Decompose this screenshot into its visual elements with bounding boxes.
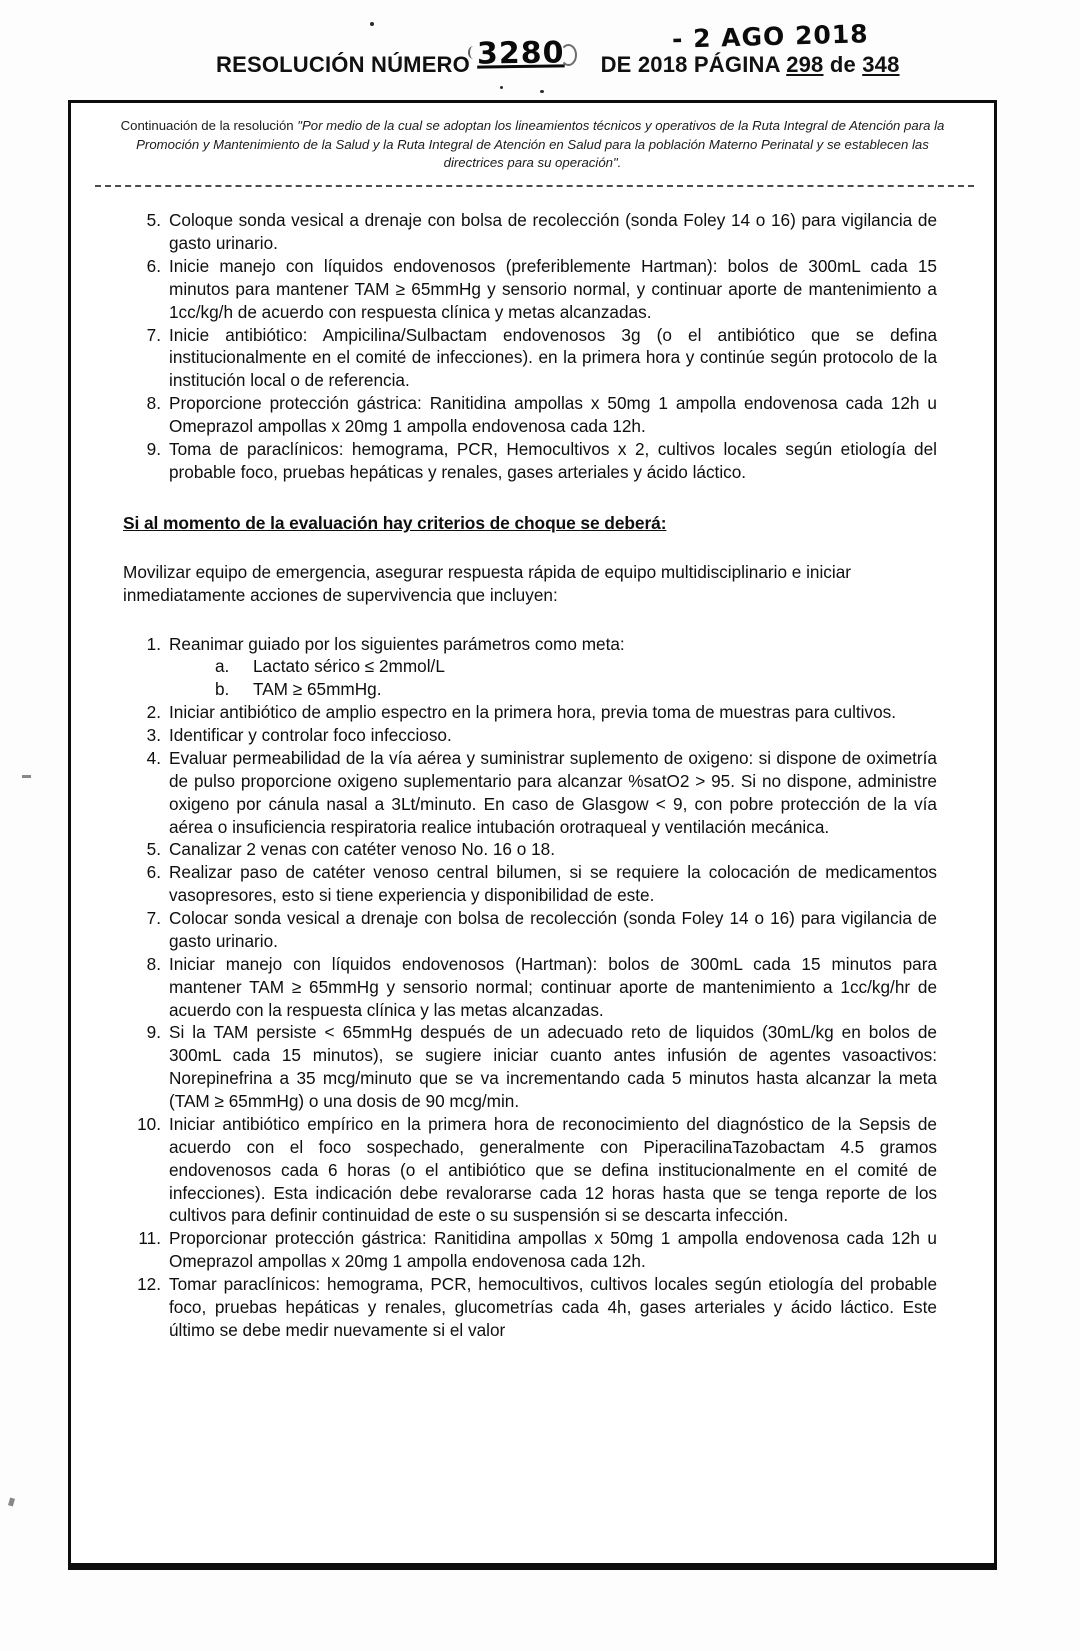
list-item [123,907,937,953]
sub-list-marker: a. [215,656,230,677]
sub-list [215,655,937,701]
sub-list-item [215,678,937,701]
list-text: Toma de paraclínicos: hemograma, PCR, Hemocultivos x 2, cultivos locales según etiología del probable foco, pruebas hepáticas y renales, gases arteriales y ácido láctico. [169,438,937,482]
list-marker: 11. [138,1228,161,1249]
list-marker: 10. [137,1113,161,1134]
list-marker: 3. [146,725,161,746]
list-marker: 6. [146,255,161,276]
list-marker: 8. [146,953,161,974]
list-text: Proporcionar protección gástrica: Ranitidina ampollas x 50mg 1 ampolla endovenosa cada 12h u Omeprazol ampollas x 20mg 1 ampolla endovenosa cada 12h. [169,1228,937,1272]
list-item [123,209,937,255]
continuation-quoted-title: "Por medio de la cual se adoptan los lineamientos técnicos y operativos de la Ruta Integral de Atención para la Promoción y Mantenimiento de la Salud y la Ruta Integral de Atención en Salud para la población Materno Perinatal y se establecen las directrices para su operación". [136,118,945,171]
stamp-smudge-right-icon [560,44,577,66]
list-item [123,838,937,861]
page-of-word: de [829,52,856,77]
top-numbered-list [123,209,937,484]
list-item [123,747,937,839]
list-text: Si la TAM persiste < 65mmHg después de un adecuado reto de liquidos (30mL/kg en bolos de 300mL cada 15 minutos), se sugiere iniciar cuanto antes infusión de agentes vasoactivos: Norepinefrina a 35 mcg/minuto que se va incrementando cada 5 minutos hasta alcanzar la meta (TAM ≥ 65mmHg) o una dosis de 90 mcg/min. [169,1022,937,1112]
list-item [123,392,937,438]
list-marker: 1. [146,633,161,654]
list-text: Inicie antibiótico: Ampicilina/Sulbactam endovenosos 3g (o el antibiótico que se defina institucionalmente en el comité de infecciones). en la primera hora y continúe según protocolo de la institución local o de referencia. [169,324,937,391]
list-text: Iniciar antibiótico de amplio espectro en la primera hora, previa toma de muestras para cultivos. [169,702,897,723]
page-total: 348 [862,52,900,77]
scan-speck [22,775,31,778]
sub-list-marker: b. [215,679,230,700]
list-text: Colocar sonda vesical a drenaje con bolsa de recolección (sonda Foley 14 o 16) para vigilancia de gasto urinario. [169,908,937,951]
list-marker: 8. [146,393,161,414]
list-text: Coloque sonda vesical a drenaje con bolsa de recolección (sonda Foley 14 o 16) para vigilancia de gasto urinario. [169,210,937,254]
continuation-header [113,117,952,173]
list-marker: 5. [146,839,161,860]
document-body [123,209,937,1342]
list-marker: 7. [146,324,161,345]
sub-list-text: TAM ≥ 65mmHg. [253,679,382,700]
sub-list-text: Lactato sérico ≤ 2mmol/L [253,656,445,677]
list-text: Evaluar permeabilidad de la vía aérea y suministrar suplemento de oxigeno: si dispone de oximetría de pulso proporcione oxigeno suplementario para alcanzar %satO2 > 95. Si no dispone, administre oxigeno por cánula nasal a 3Lt/minuto. En caso de Glasgow < 9, con pobre protección de la vía aérea o insuficiencia respiratoria realice intubación orotraqueal y ventilación mecánica. [169,747,937,837]
list-text: Identificar y controlar foco infeccioso. [169,725,452,746]
list-item [123,324,937,393]
list-item [123,724,937,747]
scan-speck [500,86,503,89]
list-marker: 6. [146,862,161,883]
list-text: Inicie manejo con líquidos endovenosos (preferiblemente Hartman): bolos de 300mL cada 15 minutos para mantener TAM ≥ 65mmHg y sensorio normal, y continuar aporte de mantenimiento a 1cc/kg/h de acuerdo con respuesta clínica y metas alcanzadas. [169,255,937,322]
intro-paragraph: Movilizar equipo de emergencia, asegurar respuesta rápida de equipo multidisciplinario e iniciar inmediatamente acciones de supervivencia que incluyen: [123,561,852,605]
list-text: Iniciar antibiótico empírico en la primera hora de reconocimiento del diagnóstico de la Sepsis de acuerdo con el foco sospechado, generalmente con PiperacilinaTazobactam 4.5 gramos endovenosos cada 6 horas (o el antibiótico que se defina institucionalmente en el comité de infecciones). Esta indicación debe revalorarse cada 12 horas hasta que se tenga reporte de los cultivos para definir continuidad de este o su suspensión si se descarta infección. [169,1113,937,1226]
scan-speck [370,22,374,26]
list-item [123,1273,937,1342]
resolution-year-label: DE 2018 PÁGINA [600,52,780,77]
header-divider [95,185,974,187]
list-marker: 9. [146,1022,161,1043]
scan-speck [540,90,544,93]
list-item [123,255,937,324]
section-heading: Si al momento de la evaluación hay criterios de choque se deberá: [123,512,667,533]
document-frame [68,100,997,1570]
list-text: Iniciar manejo con líquidos endovenosos (Hartman): bolos de 300mL cada 15 minutos para mantener TAM ≥ 65mmHg y sensorio normal; continuar aporte de mantenimiento a 1cc/kg/hr de acuerdo con la respuesta clínica y las metas alcanzadas. [169,953,937,1020]
page-header [0,0,1080,100]
list-marker: 9. [146,438,161,459]
list-item [123,438,937,484]
list-text: Reanimar guiado por los siguientes parámetros como meta: [169,633,625,654]
page-current: 298 [786,52,824,77]
list-marker: 5. [146,210,161,231]
list-item [123,1021,937,1113]
list-item [123,1113,937,1227]
list-item [123,861,937,907]
list-item [123,1227,937,1273]
list-marker: 2. [146,702,161,723]
list-text: Canalizar 2 venas con catéter venoso No. 16 o 18. [169,839,555,860]
main-numbered-list [123,633,937,1342]
list-item [123,953,937,1022]
list-marker: 4. [146,747,161,768]
list-text: Tomar paraclínicos: hemograma, PCR, hemocultivos, cultivos locales según etiología del probable foco, pruebas hepáticas y renales, glucometrías cada 4h, gases arteriales y ácido láctico. Este último se debe medir nuevamente si el valor [169,1274,937,1340]
resolution-number-stamp: 3280 [476,35,565,72]
sub-list-item [215,655,937,678]
resolution-number-label: RESOLUCIÓN NÚMERO [216,52,470,77]
list-text: Realizar paso de catéter venoso central bilumen, si se requiere la colocación de medicamentos vasopresores, esto si tiene experiencia y disponibilidad de este. [169,862,937,906]
list-text: Proporcione protección gástrica: Ranitidina ampollas x 50mg 1 ampolla endovenosa cada 12h u Omeprazol ampollas x 20mg 1 ampolla endovenosa cada 12h. [169,393,937,437]
scan-speck [8,1497,15,1506]
list-marker: 12. [137,1274,161,1295]
list-item [123,633,937,702]
date-stamp: - 2 AGO 2018 [671,19,869,54]
continuation-lead: Continuación de la resolución [120,118,298,133]
list-item [123,701,937,724]
list-marker: 7. [146,908,161,929]
